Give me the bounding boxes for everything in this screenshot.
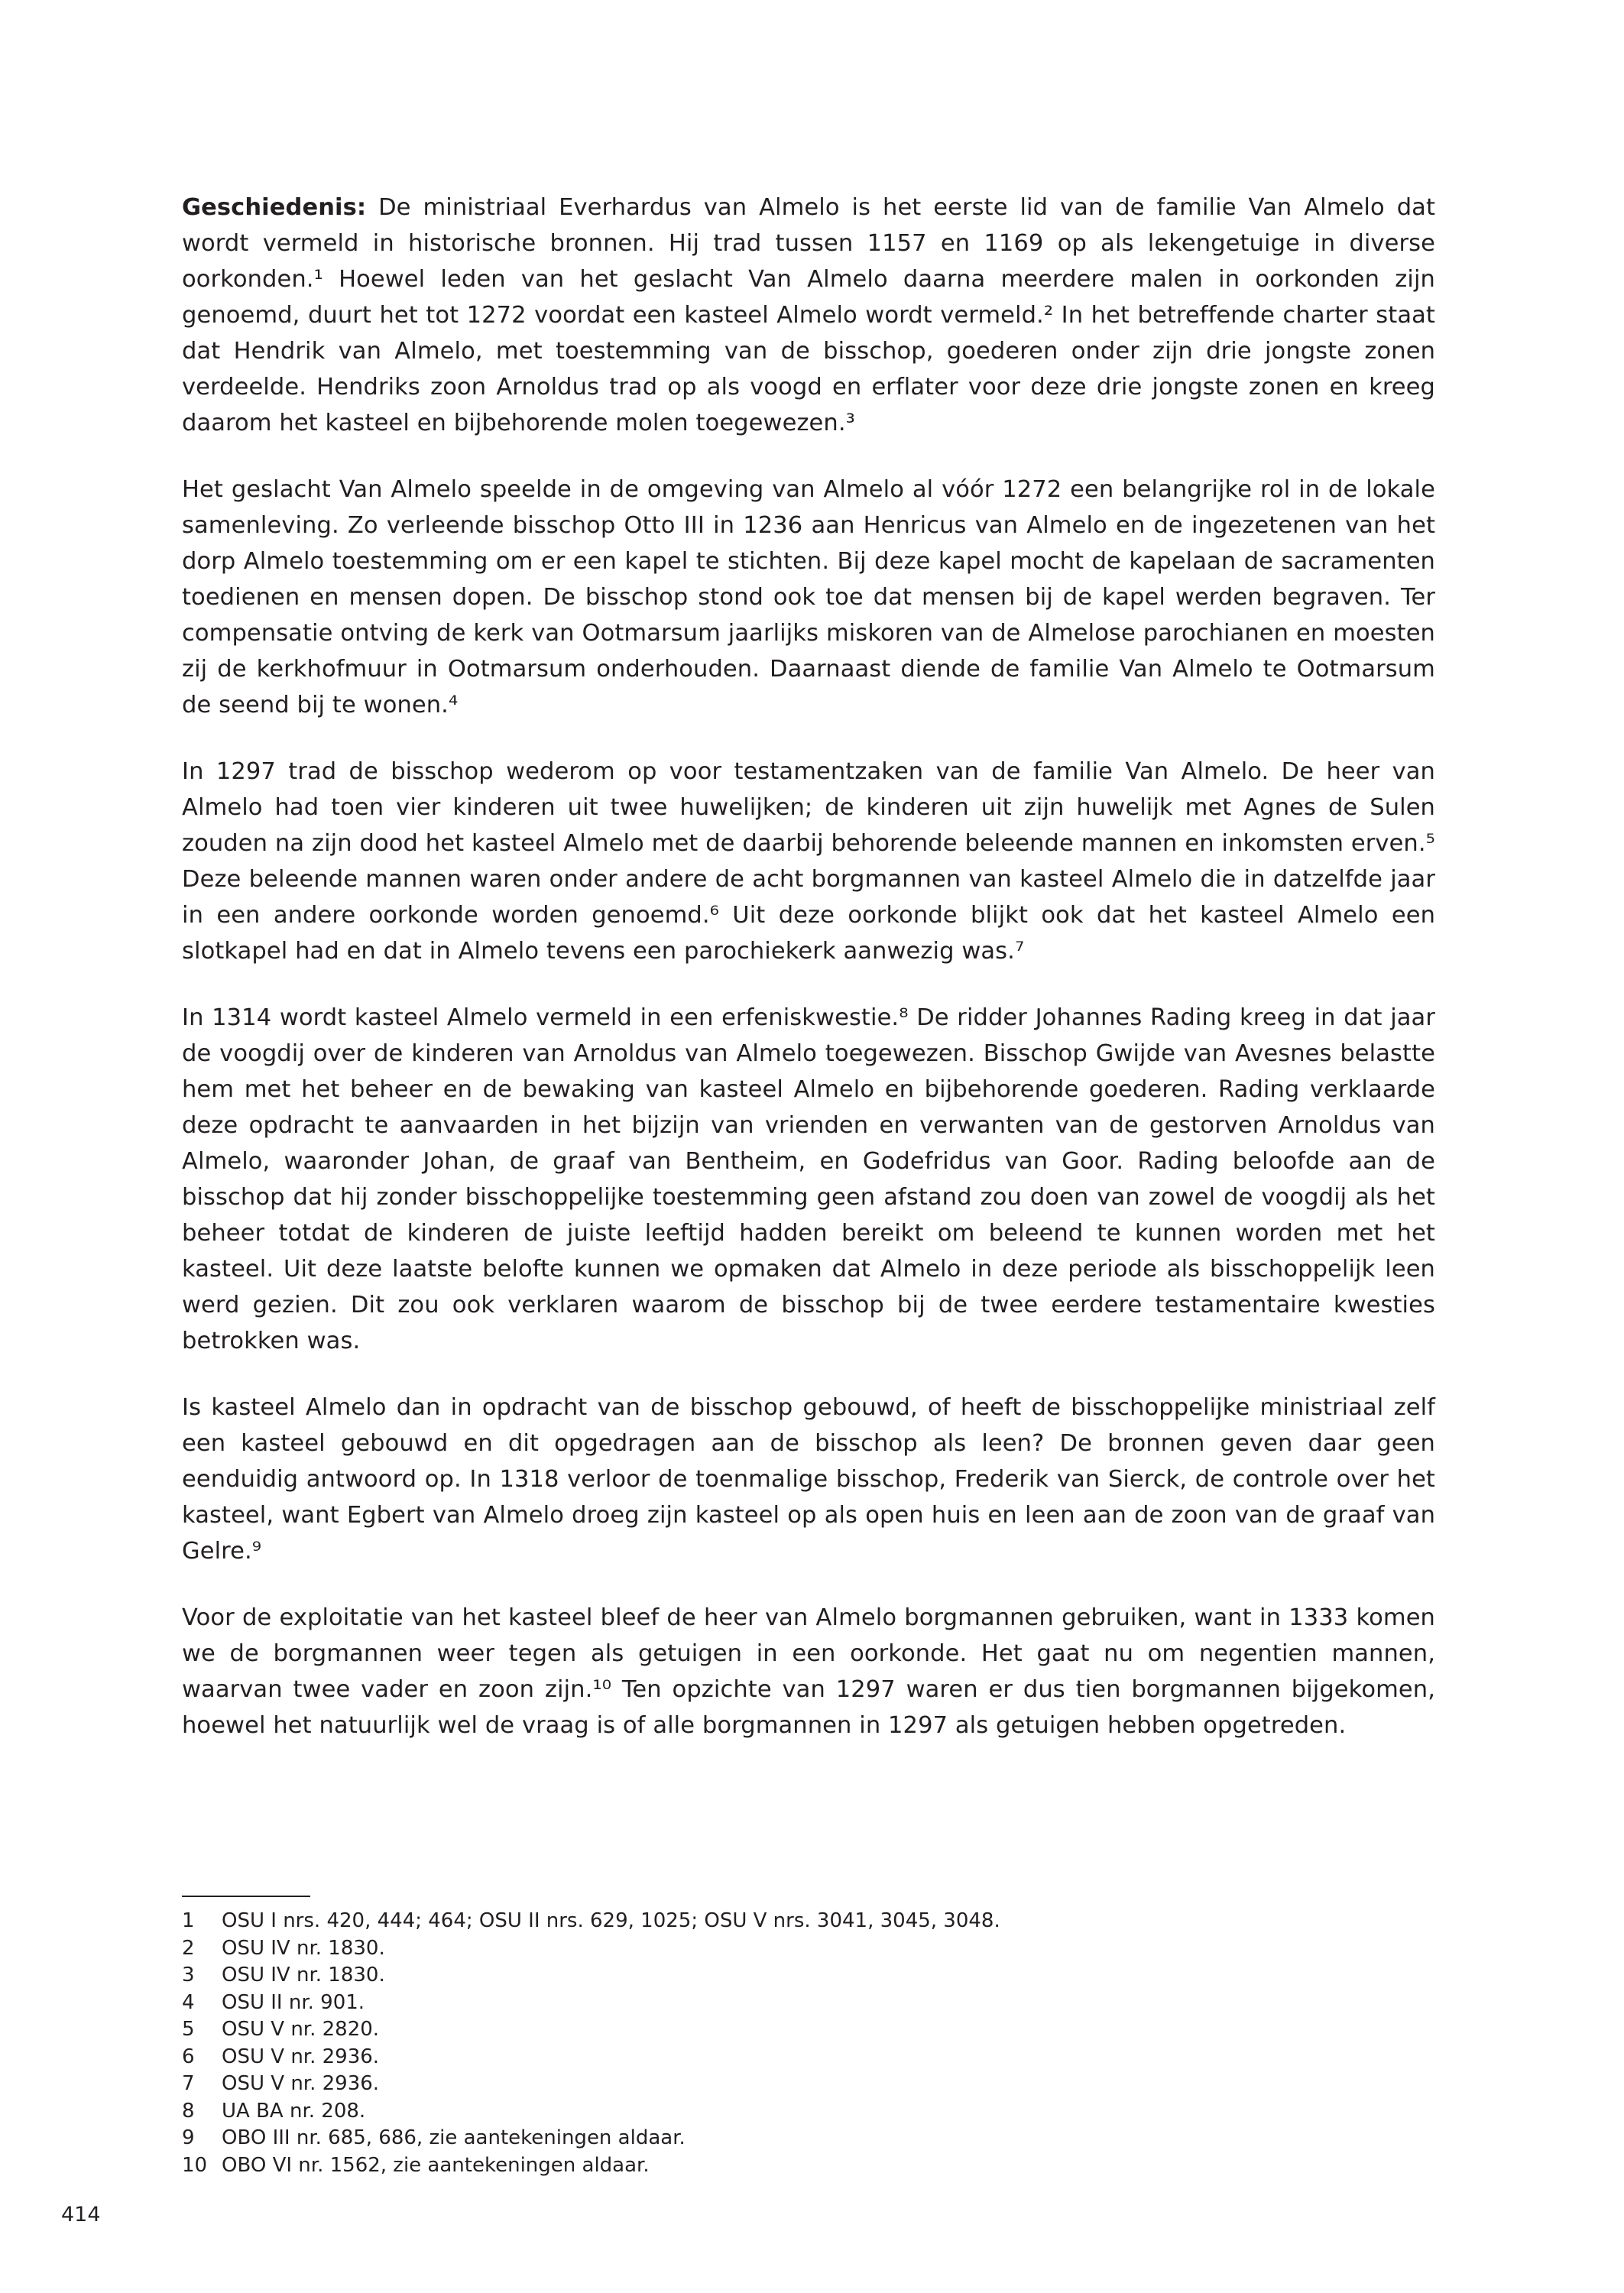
footnote-text: OSU II nr. 901.	[222, 1990, 365, 2014]
paragraph-history	[182, 190, 1435, 441]
paragraph-3: In 1297 trad de bisschop wederom op voor testamentzaken van de familie Van Almelo. De heer van Almelo had toen vier kinderen uit twee huwelijken; de kinderen uit zijn huwelijk met Agnes de Sulen zouden na zijn dood het kasteel Almelo met de daarbij behorende beleende mannen en inkomsten erven.⁵ Deze beleende mannen waren onder andere de acht borgmannen van kasteel Almelo die in datzelfde jaar in een andere oorkonde worden genoemd.⁶ Uit deze oorkonde blijkt ook dat het kasteel Almelo een slotkapel had en dat in Almelo tevens een parochiekerk aanwezig was.⁷	[182, 758, 1435, 965]
paragraph-lead-label: Geschiedenis:	[182, 194, 367, 221]
footnote-text: OBO III nr. 685, 686, zie aantekeningen aldaar.	[222, 2126, 686, 2149]
paragraph-1-text: De ministriaal Everhardus van Almelo is het eerste lid van de familie Van Almelo dat wordt vermeld in historische bronnen. Hij trad tussen 1157 en 1169 op als lekengetuige in diverse oorkonden.¹ Hoewel leden van het geslacht Van Almelo daarna meerdere malen in oorkonden zijn genoemd, duurt het tot 1272 voordat een kasteel Almelo wordt vermeld.² In het betreffende charter staat dat Hendrik van Almelo, met toestemming van de bisschop, goederen onder zijn drie jongste zonen verdeelde. Hendriks zoon Arnoldus trad op als voogd en erflater voor deze drie jongste zonen en kreeg daarom het kasteel en bijbehorende molen toegewezen.³	[182, 194, 1435, 436]
footnote-item	[182, 1962, 1435, 1990]
footnote-item	[182, 1990, 1435, 2017]
footnote-number: 3	[182, 1964, 195, 1987]
paragraph-4: In 1314 wordt kasteel Almelo vermeld in een erfeniskwestie.⁸ De ridder Johannes Rading kreeg in dat jaar de voogdij over de kinderen van Arnoldus van Almelo toegewezen. Bisschop Gwijde van Avesnes belastte hem met het beheer en de bewaking van kasteel Almelo en bijbehorende goederen. Rading verklaarde deze opdracht te aanvaarden in het bijzijn van vrienden en verwanten van de gestorven Arnoldus van Almelo, waaronder Johan, de graaf van Bentheim, en Godefridus van Goor. Rading beloofde aan de bisschop dat hij zonder bisschoppelijke toestemming geen afstand zou doen van zowel de voogdij als het beheer totdat de kinderen de juiste leeftijd hadden bereikt om beleend te kunnen worden met het kasteel. Uit deze laatste belofte kunnen we opmaken dat Almelo in deze periode als bisschoppelijk leen werd gezien. Dit zou ook verklaren waarom de bisschop bij de twee eerdere testamentaire kwesties betrokken was.	[182, 1004, 1435, 1354]
footnote-text: OSU V nr. 2820.	[222, 2018, 380, 2041]
footnote-number: 9	[182, 2126, 195, 2149]
footnote-number: 1	[182, 1909, 195, 1932]
footnote-separator-rule	[182, 1896, 310, 1897]
footnote-text: OSU IV nr. 1830.	[222, 1936, 385, 1960]
footnotes-block	[182, 1896, 1435, 2179]
footnote-number: 2	[182, 1936, 195, 1960]
footnote-item	[182, 1935, 1435, 1963]
footnote-item	[182, 2152, 1435, 2180]
paragraph-6: Voor de exploitatie van het kasteel bleef de heer van Almelo borgmannen gebruiken, want in 1333 komen we de borgmannen weer tegen als getuigen in een oorkonde. Het gaat nu om negentien mannen, waarvan twee vader en zoon zijn.¹⁰ Ten opzichte van 1297 waren er dus tien borgmannen bijgekomen, hoewel het natuurlijk wel de vraag is of alle borgmannen in 1297 als getuigen hebben opgetreden.	[182, 1604, 1435, 1739]
footnote-number: 4	[182, 1990, 195, 2014]
footnote-number: 8	[182, 2099, 195, 2123]
paragraph-5: Is kasteel Almelo dan in opdracht van de bisschop gebouwd, of heeft de bisschoppelijke ministriaal zelf een kasteel gebouwd en dit opgedragen aan de bisschop als leen? De bronnen geven daar geen eenduidig antwoord op. In 1318 verloor de toenmalige bisschop, Frederik van Sierck, de controle over het kasteel, want Egbert van Almelo droeg zijn kasteel op als open huis en leen aan de zoon van de graaf van Gelre.⁹	[182, 1394, 1435, 1565]
footnote-item	[182, 2016, 1435, 2044]
footnote-item	[182, 1908, 1435, 1935]
footnote-text: OSU I nrs. 420, 444; 464; OSU II nrs. 629, 1025; OSU V nrs. 3041, 3045, 3048.	[222, 1909, 1000, 1932]
footnote-number: 10	[182, 2153, 208, 2177]
footnote-item	[182, 2098, 1435, 2126]
footnote-text: OSU V nr. 2936.	[222, 2045, 380, 2068]
footnote-number: 7	[182, 2072, 195, 2095]
footnote-text: UA BA nr. 208.	[222, 2099, 366, 2123]
page-number: 414	[61, 2203, 101, 2227]
footnote-item	[182, 2125, 1435, 2152]
body-text-column	[182, 190, 1435, 1743]
footnote-text: OBO VI nr. 1562, zie aantekeningen aldaar.	[222, 2153, 650, 2177]
paragraph-2: Het geslacht Van Almelo speelde in de omgeving van Almelo al vóór 1272 een belangrijke rol in de lokale samenleving. Zo verleende bisschop Otto III in 1236 aan Henricus van Almelo en de ingezetenen van het dorp Almelo toestemming om er een kapel te stichten. Bij deze kapel mocht de kapelaan de sacramenten toedienen en mensen dopen. De bisschop stond ook toe dat mensen bij de kapel werden begraven. Ter compensatie ontving de kerk van Ootmarsum jaarlijks miskoren van de Almelose parochianen en moesten zij de kerkhofmuur in Ootmarsum onderhouden. Daarnaast diende de familie Van Almelo te Ootmarsum de seend bij te wonen.⁴	[182, 476, 1435, 718]
footnote-text: OSU IV nr. 1830.	[222, 1964, 385, 1987]
footnote-item	[182, 2044, 1435, 2071]
footnote-number: 6	[182, 2045, 195, 2068]
footnote-item	[182, 2071, 1435, 2098]
footnote-text: OSU V nr. 2936.	[222, 2072, 380, 2095]
footnote-number: 5	[182, 2018, 195, 2041]
